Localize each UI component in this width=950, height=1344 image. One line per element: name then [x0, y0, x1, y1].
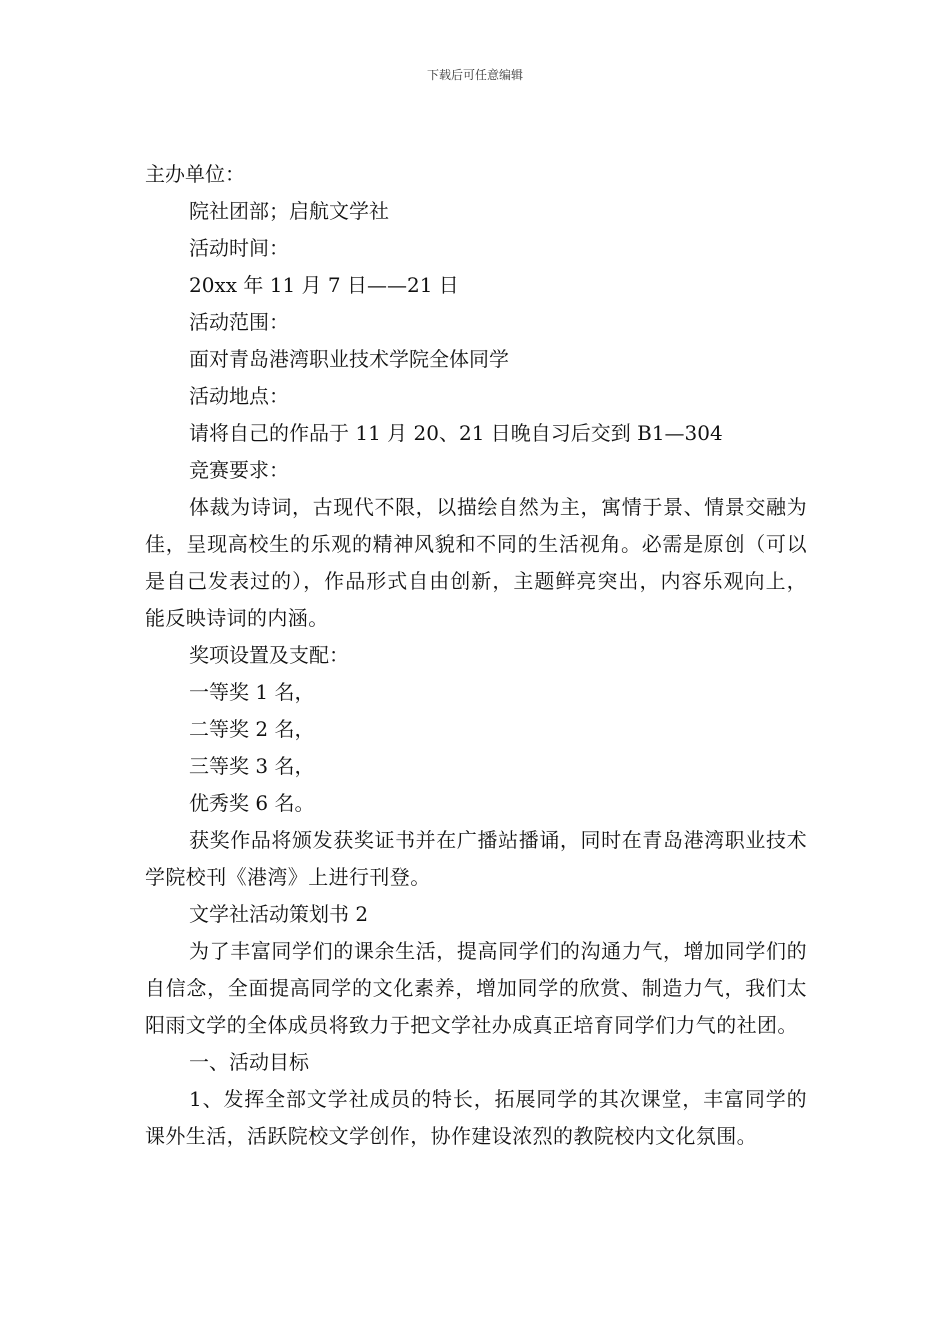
organizer-label: 主办单位：	[145, 162, 245, 186]
intro-paragraph: 为了丰富同学们的课余生活，提高同学们的沟通力气，增加同学们的自信念，全面提高同学的文化素养，增加同学的欣赏、制造力气，我们太阳雨文学的全体成员将致力于把文学社办成真正培育同学们力气的社团。	[145, 939, 807, 1037]
award-excellent: 优秀奖 6 名。	[189, 791, 315, 815]
organizer-value: 院社团部；启航文学社	[189, 199, 389, 223]
page-header: 下载后可任意编辑	[426, 68, 523, 82]
awards-label: 奖项设置及支配：	[189, 643, 349, 667]
publish-paragraph: 获奖作品将颁发获奖证书并在广播站播诵，同时在青岛港湾职业技术学院校刊《港湾》上进行刊登。	[145, 828, 807, 889]
time-label: 活动时间：	[189, 236, 289, 260]
scope-value: 面对青岛港湾职业技术学院全体同学	[189, 347, 509, 371]
award-third: 三等奖 3 名，	[189, 754, 315, 778]
award-first: 一等奖 1 名，	[189, 680, 315, 704]
requirements-paragraph: 体裁为诗词，古现代不限，以描绘自然为主，寓情于景、情景交融为佳，呈现高校生的乐观的精神风貌和不同的生活视角。必需是原创（可以是自己发表过的），作品形式自由创新，主题鲜亮突出，内容乐观向上，能反映诗词的内涵。	[145, 495, 807, 630]
plan-2-title: 文学社活动策划书 2	[189, 902, 369, 926]
place-value: 请将自己的作品于 11 月 20、21 日晚自习后交到 B1—304	[189, 421, 723, 445]
place-label: 活动地点：	[189, 384, 289, 408]
scope-label: 活动范围：	[189, 310, 289, 334]
award-second: 二等奖 2 名，	[189, 717, 315, 741]
time-value: 20xx 年 11 月 7 日——21 日	[189, 273, 459, 297]
goal-heading: 一、活动目标	[189, 1050, 309, 1074]
requirements-label: 竞赛要求：	[189, 458, 289, 482]
goal-1-paragraph: 1、发挥全部文学社成员的特长，拓展同学的其次课堂，丰富同学的课外生活，活跃院校文学创作，协作建设浓烈的教院校内文化氛围。	[145, 1087, 807, 1148]
document-body	[145, 156, 807, 1155]
